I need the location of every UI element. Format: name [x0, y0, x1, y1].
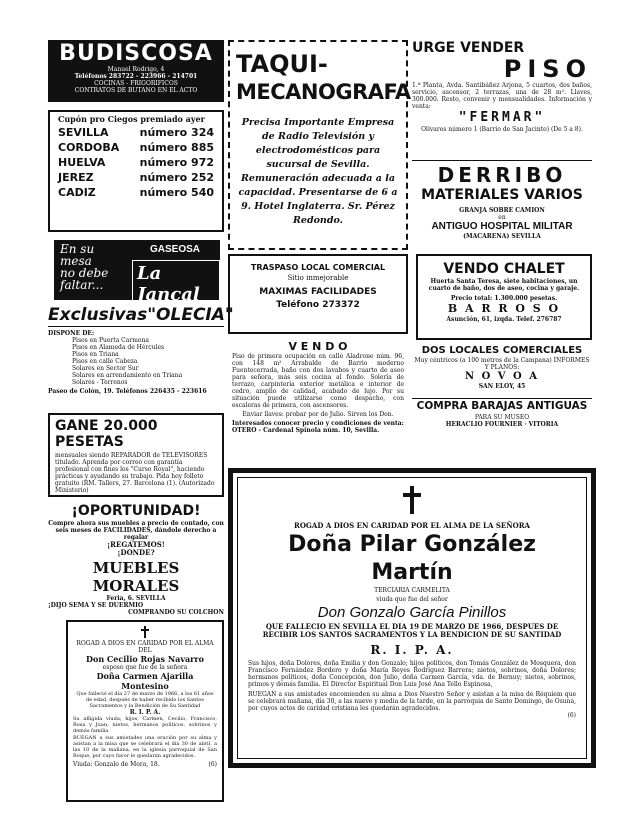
oportunidad-store: MUEBLES MORALES: [92, 559, 180, 595]
obit-small-esposo: esposo que fue de la señora: [102, 664, 188, 671]
gane-ad: [48, 413, 224, 497]
budiscosa-address: Manuel Rodrigo, 4: [107, 66, 165, 73]
vendo-title: V E N D O: [288, 340, 348, 353]
oportunidad-text: Compre ahora sus muebles a precio de contado, con seis meses de FACILIDADES, dándole derecho a regalar: [48, 520, 224, 541]
right-column: [412, 40, 592, 470]
olecia-item: Pisos en calle Cabeza: [72, 358, 138, 365]
budiscosa-line2: COCINAS - FRIGORIFICOS: [94, 80, 178, 87]
derribo-ad: [412, 160, 592, 252]
urge-text: 1.ª Planta, Avda. Santibáñez Arjona, 5 cuartos, dos baños, servicio, ascensor, 2 terrazas, una de 28 m². Llaves, 300.000. Resto, convenir y mensualidades. Información y venta:: [412, 82, 592, 110]
lottery-city: CORDOBA: [58, 141, 120, 154]
olecia-ad: [48, 304, 234, 408]
locales-title: DOS LOCALES COMERCIALES: [421, 345, 583, 356]
gaseosa-line1: En su: [60, 242, 95, 256]
obit-big-head: ROGAD A DIOS EN CARIDAD POR EL ALMA DE LA SEÑORA: [294, 521, 530, 530]
chalet-text: Huerta Santa Teresa, siete habitaciones, un cuarto de baño, dos de aseo, cocina y garaje.: [428, 278, 580, 292]
budiscosa-phones: Teléfonos 283722 - 223966 - 214701: [74, 73, 198, 80]
obit-big-border: [228, 468, 596, 768]
vendo-extra: Enviar llaves: probar por de Julio. Sirven los Don.: [242, 411, 394, 418]
obit-small-wife: Doña Carmen Ajarilla Montesino: [96, 671, 194, 691]
barajas-line1: PARA SU MUSEO: [474, 414, 530, 421]
oportunidad-title: ¡OPORTUNIDAD!: [71, 503, 201, 519]
budiscosa-ad: [48, 40, 224, 102]
vendo-footer: Interesados conocer precio y condiciones de venta: OTERO - Cardenal Spínola núm. 10, Sevilla.: [232, 420, 404, 434]
urge-brand: "FERMAR": [458, 110, 546, 125]
oportunidad-slogan2: COMPRANDO SU COLCHON: [128, 609, 224, 616]
urge-title: URGE VENDER: [412, 40, 525, 56]
taqui-ad: [228, 40, 411, 250]
locales-ad: [412, 344, 592, 396]
obit-small: [66, 620, 224, 802]
taqui-title1: TAQUI-: [236, 50, 328, 78]
chalet-price: Precio total: 1.300.000 pesetas.: [450, 295, 558, 302]
locales-address: SAN ELOY, 45: [478, 383, 526, 390]
vendo-ad: [228, 338, 408, 472]
lottery-list: [58, 125, 214, 200]
traspaso-ad: [228, 254, 408, 334]
obit-small-code: (6): [208, 761, 217, 768]
locales-name: N O V O A: [464, 371, 539, 382]
lottery-row: [58, 185, 214, 200]
obit-big-family: Sus hijos, doña Dolores, doña Emilia y don Gonzalo; hijos políticos, don Tomás González de Mosquera, don Francisco Fernández Bordero y doña María Reyes Rodríguez Barrera; nietos, sobrinos, doña Dolores; hermanos políticos, doña Concepción, don Julio, doña Carmen García, vda. de Bernuy; nietos, sobrinos, primos y demás familia. El Director Espiritual Don Luis José Ana Tello Espinosa,: [248, 660, 576, 688]
obit-big-name: Doña Pilar González Martín: [288, 532, 536, 585]
barajas-line2: HERACLIO FOURNIER · VITORIA: [445, 421, 559, 428]
derribo-sub: (MACARENA) SEVILLA: [463, 233, 541, 240]
gaseosa-line2: mesa: [60, 254, 92, 268]
olecia-address: Paseo de Colón, 19. Teléfonos 226435 - 223616: [48, 388, 207, 395]
oportunidad-donde: ¡DONDE?: [117, 548, 155, 557]
gaseosa-line3: no debe: [60, 266, 109, 280]
derribo-title: DERRIBO: [437, 163, 567, 187]
budiscosa-line3: CONTRATOS DE BUTANO EN EL ACTO: [74, 87, 198, 94]
lottery-number: número 972: [139, 156, 214, 169]
chalet-title: VENDO CHALET: [443, 261, 565, 277]
obit-big-viuda: viuda que fue del señor: [376, 596, 448, 603]
gane-title: GANE 20.000 PESETAS: [55, 418, 158, 450]
lottery-number: número 540: [139, 186, 214, 199]
traspaso-line3: MAXIMAS FACILIDADES: [259, 287, 377, 297]
obit-big-ripa: R. I. P. A.: [370, 643, 454, 657]
urge-big: PISO: [503, 55, 592, 83]
lottery-city: JEREZ: [58, 171, 94, 184]
lottery-city: CADIZ: [58, 186, 96, 199]
obit-small-ruegan: RUEGAN a sus amistades una oración por su alma y asistan a la misa que se celebrará el día 30 de abril, a las 10 de la mañana, en la iglesia parroquial de San Roque, por cuyo favor le quedarán agradecidos.: [73, 735, 217, 759]
urge-ad: [412, 40, 592, 158]
barajas-title: COMPRA BARAJAS ANTIGUAS: [416, 400, 588, 412]
olecia-item: Solares en Sector Sur: [72, 365, 139, 372]
obit-big-code: (6): [567, 712, 576, 719]
middle-column: [228, 40, 411, 470]
lottery-row: [58, 170, 214, 185]
locales-text: Muy céntricos (a 100 metros de la Campana) INFORMES Y PLANOS:: [414, 357, 590, 371]
vendo-text: Piso de primera ocupación en calle Aladrone núm. 96, con 148 m² Arrabalde de Barrio moderno Fuentecerrada, baño con dos lavabos y cuarto de aseo para señora, más seis cocina al fondo. Solería de terrazo, carpintería exterior metálica e interior de cedro, amplio de calidad, acabado de lujo. Por su situación puede utilizarse como despacho, con escaleras de primera, con ascensores.: [232, 353, 404, 409]
olecia-dispone: DISPONE DE:: [48, 330, 95, 337]
lottery-number: número 324: [139, 126, 214, 139]
lottery-city: SEVILLA: [58, 126, 109, 139]
derribo-title2: MATERIALES VARIOS: [421, 187, 583, 203]
taqui-text: Precisa Importante Empresa de Radio Televisión y electrodomésticos para sucursal de Sevilla. Remuneración adecuada a la capacidad. Presentarse de 6 a 9. Hotel Inglaterra. Sr. Pérez Redondo.: [238, 117, 398, 226]
lottery-row: [58, 155, 214, 170]
obit-small-family: Su afligida viuda; hijos, Carmen, Cecilio, Francisco, Rosa y Juan; nietos, hermanos políticos, sobrinos y demás familia: [73, 716, 217, 734]
barajas-ad: [412, 398, 592, 442]
chalet-name: B A R R O S O: [447, 302, 561, 315]
oportunidad-address: Feria, 6. SEVILLA: [106, 595, 166, 602]
obit-big-role: TERCIARIA CARMELITA: [374, 587, 450, 594]
obit-small-head: ROGAD A DIOS EN CARIDAD POR EL ALMA DEL: [76, 640, 214, 654]
derribo-line: GRANJA SOBRE CAMION: [459, 207, 545, 214]
derribo-en: en: [498, 214, 506, 221]
lottery-row: [58, 140, 214, 155]
derribo-place: ANTIGUO HOSPITAL MILITAR: [431, 221, 573, 232]
taqui-title2: MECANOGRAFA: [236, 80, 411, 104]
obit-small-ripa: R. I. P. A.: [129, 709, 161, 716]
traspaso-line1: TRASPASO LOCAL COMERCIAL: [250, 263, 386, 272]
olecia-item: Pisos en Triana: [72, 351, 119, 358]
lottery-box: [48, 110, 224, 232]
left-column: [48, 40, 234, 800]
obit-big-husband: Don Gonzalo García Pinillos: [317, 604, 507, 621]
obit-big-text: QUE FALLECIO EN SEVILLA EL DIA 19 DE MARZO DE 1966, DESPUES DE RECIBIR LOS SANTOS SACRAMENTOS Y LA BENDICION DE SU SANTIDAD: [262, 622, 562, 639]
budiscosa-name: BUDISCOSA: [59, 41, 213, 66]
obit-big-ruegan: RUEGAN a sus amistades encomienden su alma a Dios Nuestro Señor y asistan a la misa de Réquiem que se celebrará mañana, día 30, a las nueve y media de la tarde, en la parroquia de Santo Domingo, de Osuna, por cuyos actos de caridad cristiana les quedarán agradecidos.: [248, 691, 576, 712]
olecia-item: Pisos en Puerta Carmona: [72, 337, 149, 344]
obit-small-text: Que falleció el día 27 de marzo de 1966, a los 61 años de edad, después de haber recibido los Santos Sacramentos y la Bendición de Su Santidad: [76, 691, 214, 709]
cross-icon: [141, 626, 149, 638]
olecia-item: Solares en arrendamiento en Triana: [72, 372, 183, 379]
chalet-address: Asunción, 61, izqda. Telef. 276787: [446, 316, 562, 323]
lottery-title: Cupón pro Ciegos premiado ayer: [58, 114, 205, 124]
lottery-number: número 252: [139, 171, 214, 184]
olecia-title: Exclusivas"OLECIA": [48, 305, 234, 325]
obit-big: [237, 477, 587, 759]
oportunidad-ad: [48, 502, 224, 616]
urge-address: Olivares número 1 (Barrio de San Jacinto) (De 5 a 8).: [421, 126, 583, 133]
traspaso-line4: Teléfono 273372: [276, 300, 360, 310]
gaseosa-line4: faltar...: [60, 278, 104, 292]
gaseosa-brand-top: GASEOSA: [150, 244, 201, 255]
chalet-ad: [416, 254, 592, 340]
gaseosa-ad: [54, 240, 220, 305]
olecia-item: Pisos en Alameda de Hércules: [72, 344, 165, 351]
lottery-city: HUELVA: [58, 156, 106, 169]
gaseosa-brand: La Jancal: [132, 260, 220, 308]
olecia-item: Solares - Terrenos: [72, 379, 128, 386]
oportunidad-regateo: ¡REGATEMOS!: [107, 540, 165, 549]
cross-icon: [403, 486, 421, 514]
traspaso-line2: Sitio inmejorable: [287, 274, 349, 282]
lottery-row: [58, 125, 214, 140]
gane-text: mensuales siendo REPARADOR de TELEVISORES titulado. Aprenda por correo con garantía profesional con fines los "Curso Royal", haciendo prácticas y ayudando su trabajo. Pida hoy folleto gratuito (RM. Tallers, 27. Barcelona (1). (Autorizado Ministerio): [55, 452, 215, 494]
olecia-list: [48, 337, 224, 386]
oportunidad-slogan1: ¡DIJO SEMA Y SE DUERMIO: [48, 602, 144, 609]
lottery-number: número 885: [139, 141, 214, 154]
obit-small-footer: Viuda: Gonzalo de Mora, 18.: [73, 761, 160, 768]
obit-small-name: Don Cecilio Rojas Navarro: [86, 654, 204, 664]
